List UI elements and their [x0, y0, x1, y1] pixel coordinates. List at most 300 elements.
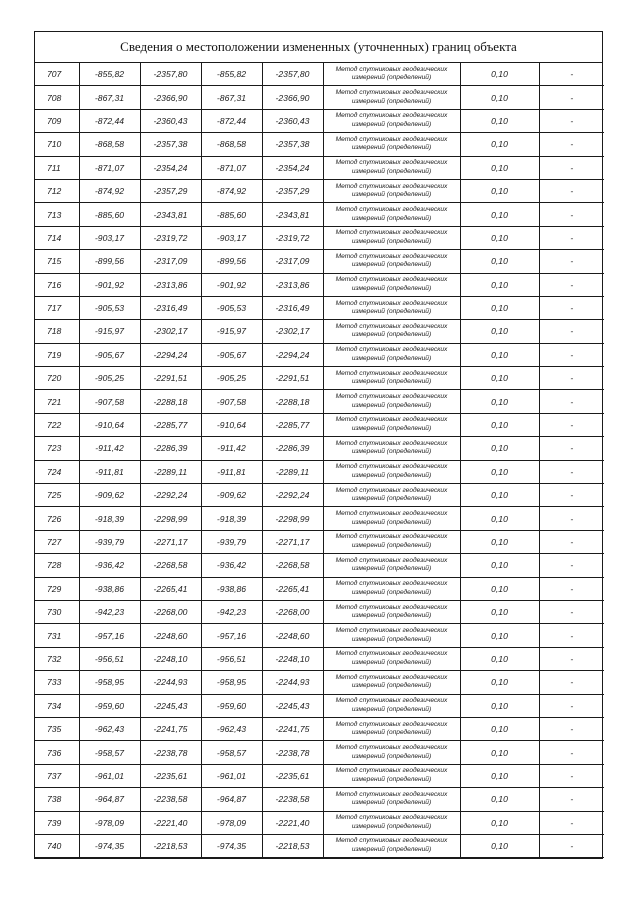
new-y-cell: -2244,93: [262, 671, 323, 694]
existing-y-cell: -2291,51: [140, 367, 201, 390]
new-y-cell: -2288,18: [262, 390, 323, 413]
new-x-cell: -874,92: [201, 179, 262, 202]
precision-cell: 0,10: [460, 63, 539, 86]
existing-x-cell: -909,62: [79, 484, 140, 507]
existing-y-cell: -2286,39: [140, 437, 201, 460]
existing-x-cell: -915,97: [79, 320, 140, 343]
method-line: измерений (определений): [351, 74, 432, 82]
method-line: Метод спутниковых геодезических: [335, 626, 448, 634]
precision-cell: 0,10: [460, 484, 539, 507]
precision-cell: 0,10: [460, 86, 539, 109]
new-x-cell: -974,35: [201, 834, 262, 857]
table-row: [35, 834, 604, 857]
method-line: измерений (определений): [351, 284, 432, 292]
method-cell: [323, 484, 460, 507]
new-x-cell: -957,16: [201, 624, 262, 647]
method-line: измерений (определений): [351, 518, 432, 526]
existing-x-cell: -978,09: [79, 811, 140, 834]
method-cell: [323, 390, 460, 413]
method-line: измерений (определений): [351, 635, 432, 643]
table-row: [35, 273, 604, 296]
table-row: [35, 507, 604, 530]
new-y-cell: -2245,43: [262, 694, 323, 717]
point-number-cell: 713: [35, 203, 79, 226]
new-y-cell: -2285,77: [262, 413, 323, 436]
new-x-cell: -905,53: [201, 296, 262, 319]
table-body: [35, 63, 604, 858]
description-cell: -: [539, 530, 604, 553]
point-number-cell: 724: [35, 460, 79, 483]
description-cell: -: [539, 413, 604, 436]
method-line: Метод спутниковых геодезических: [335, 439, 448, 447]
method-line: Метод спутниковых геодезических: [335, 743, 448, 751]
existing-y-cell: -2357,38: [140, 133, 201, 156]
new-x-cell: -962,43: [201, 717, 262, 740]
description-cell: -: [539, 717, 604, 740]
existing-x-cell: -918,39: [79, 507, 140, 530]
point-number-cell: 718: [35, 320, 79, 343]
table-row: [35, 63, 604, 86]
new-y-cell: -2343,81: [262, 203, 323, 226]
existing-y-cell: -2317,09: [140, 250, 201, 273]
new-y-cell: -2271,17: [262, 530, 323, 553]
description-cell: -: [539, 741, 604, 764]
point-number-cell: 729: [35, 577, 79, 600]
precision-cell: 0,10: [460, 133, 539, 156]
existing-y-cell: -2366,90: [140, 86, 201, 109]
description-cell: -: [539, 109, 604, 132]
method-cell: [323, 413, 460, 436]
existing-y-cell: -2221,40: [140, 811, 201, 834]
method-line: измерений (определений): [351, 425, 432, 433]
new-y-cell: -2291,51: [262, 367, 323, 390]
method-cell: [323, 530, 460, 553]
method-line: измерений (определений): [351, 658, 432, 666]
description-cell: -: [539, 507, 604, 530]
new-y-cell: -2289,11: [262, 460, 323, 483]
method-line: измерений (определений): [351, 214, 432, 222]
method-line: Метод спутниковых геодезических: [335, 510, 448, 518]
point-number-cell: 720: [35, 367, 79, 390]
method-line: Метод спутниковых геодезических: [335, 767, 448, 775]
method-line: измерений (определений): [351, 331, 432, 339]
boundary-table-sheet: [34, 31, 603, 859]
description-cell: -: [539, 367, 604, 390]
table-row: [35, 133, 604, 156]
method-line: измерений (определений): [351, 308, 432, 316]
new-y-cell: -2313,86: [262, 273, 323, 296]
new-x-cell: -938,86: [201, 577, 262, 600]
method-cell: [323, 63, 460, 86]
method-line: Метод спутниковых геодезических: [335, 790, 448, 798]
table-row: [35, 530, 604, 553]
description-cell: -: [539, 788, 604, 811]
existing-x-cell: -901,92: [79, 273, 140, 296]
existing-y-cell: -2294,24: [140, 343, 201, 366]
table-row: [35, 717, 604, 740]
existing-y-cell: -2302,17: [140, 320, 201, 343]
existing-y-cell: -2357,80: [140, 63, 201, 86]
existing-x-cell: -959,60: [79, 694, 140, 717]
description-cell: -: [539, 320, 604, 343]
method-cell: [323, 343, 460, 366]
new-y-cell: -2298,99: [262, 507, 323, 530]
existing-x-cell: -936,42: [79, 554, 140, 577]
precision-cell: 0,10: [460, 530, 539, 553]
precision-cell: 0,10: [460, 203, 539, 226]
new-x-cell: -958,95: [201, 671, 262, 694]
method-cell: [323, 577, 460, 600]
method-line: Метод спутниковых геодезических: [335, 673, 448, 681]
method-line: Метод спутниковых геодезических: [335, 112, 448, 120]
existing-y-cell: -2319,72: [140, 226, 201, 249]
method-line: Метод спутниковых геодезических: [335, 229, 448, 237]
method-line: измерений (определений): [351, 565, 432, 573]
point-number-cell: 739: [35, 811, 79, 834]
description-cell: -: [539, 694, 604, 717]
precision-cell: 0,10: [460, 717, 539, 740]
existing-x-cell: -962,43: [79, 717, 140, 740]
existing-y-cell: -2288,18: [140, 390, 201, 413]
description-cell: -: [539, 811, 604, 834]
description-cell: -: [539, 226, 604, 249]
new-x-cell: -907,58: [201, 390, 262, 413]
table-row: [35, 577, 604, 600]
existing-y-cell: -2271,17: [140, 530, 201, 553]
existing-x-cell: -974,35: [79, 834, 140, 857]
method-cell: [323, 273, 460, 296]
precision-cell: 0,10: [460, 577, 539, 600]
method-cell: [323, 694, 460, 717]
method-cell: [323, 624, 460, 647]
method-cell: [323, 203, 460, 226]
method-line: измерений (определений): [351, 705, 432, 713]
new-y-cell: -2218,53: [262, 834, 323, 857]
new-x-cell: -964,87: [201, 788, 262, 811]
new-x-cell: -867,31: [201, 86, 262, 109]
precision-cell: 0,10: [460, 250, 539, 273]
method-line: измерений (определений): [351, 401, 432, 409]
existing-x-cell: -905,25: [79, 367, 140, 390]
existing-x-cell: -907,58: [79, 390, 140, 413]
table-row: [35, 788, 604, 811]
existing-y-cell: -2316,49: [140, 296, 201, 319]
method-cell: [323, 460, 460, 483]
point-number-cell: 707: [35, 63, 79, 86]
description-cell: -: [539, 343, 604, 366]
existing-y-cell: -2235,61: [140, 764, 201, 787]
description-cell: -: [539, 296, 604, 319]
new-x-cell: -899,56: [201, 250, 262, 273]
method-cell: [323, 296, 460, 319]
new-y-cell: -2354,24: [262, 156, 323, 179]
new-y-cell: -2357,80: [262, 63, 323, 86]
description-cell: -: [539, 764, 604, 787]
description-cell: -: [539, 179, 604, 202]
point-number-cell: 733: [35, 671, 79, 694]
description-cell: -: [539, 203, 604, 226]
description-cell: -: [539, 250, 604, 273]
description-cell: -: [539, 86, 604, 109]
precision-cell: 0,10: [460, 671, 539, 694]
method-line: измерений (определений): [351, 144, 432, 152]
point-number-cell: 712: [35, 179, 79, 202]
new-x-cell: -939,79: [201, 530, 262, 553]
method-line: измерений (определений): [351, 542, 432, 549]
new-y-cell: -2241,75: [262, 717, 323, 740]
precision-cell: 0,10: [460, 296, 539, 319]
method-cell: [323, 133, 460, 156]
table-row: [35, 86, 604, 109]
new-x-cell: -855,82: [201, 63, 262, 86]
point-number-cell: 716: [35, 273, 79, 296]
point-number-cell: 723: [35, 437, 79, 460]
point-number-cell: 717: [35, 296, 79, 319]
method-line: измерений (определений): [351, 799, 432, 807]
method-line: Метод спутниковых геодезических: [335, 533, 448, 541]
method-line: измерений (определений): [351, 822, 432, 830]
new-x-cell: -911,42: [201, 437, 262, 460]
table-row: [35, 671, 604, 694]
point-number-cell: 719: [35, 343, 79, 366]
method-cell: [323, 250, 460, 273]
existing-y-cell: -2218,53: [140, 834, 201, 857]
table-row: [35, 179, 604, 202]
method-line: измерений (определений): [351, 97, 432, 105]
table-row: [35, 460, 604, 483]
table-row: [35, 320, 604, 343]
precision-cell: 0,10: [460, 694, 539, 717]
existing-y-cell: -2245,43: [140, 694, 201, 717]
method-line: Метод спутниковых геодезических: [335, 486, 448, 494]
point-number-cell: 715: [35, 250, 79, 273]
description-cell: -: [539, 156, 604, 179]
new-x-cell: -956,51: [201, 647, 262, 670]
method-line: измерений (определений): [351, 237, 432, 245]
method-line: Метод спутниковых геодезических: [335, 369, 448, 377]
table-row: [35, 484, 604, 507]
existing-x-cell: -905,67: [79, 343, 140, 366]
new-x-cell: -905,25: [201, 367, 262, 390]
method-line: Метод спутниковых геодезических: [335, 463, 448, 471]
existing-y-cell: -2354,24: [140, 156, 201, 179]
description-cell: -: [539, 600, 604, 623]
existing-x-cell: -911,81: [79, 460, 140, 483]
precision-cell: 0,10: [460, 179, 539, 202]
table-row: [35, 694, 604, 717]
existing-y-cell: -2268,58: [140, 554, 201, 577]
existing-x-cell: -872,44: [79, 109, 140, 132]
point-number-cell: 735: [35, 717, 79, 740]
point-number-cell: 721: [35, 390, 79, 413]
new-y-cell: -2238,58: [262, 788, 323, 811]
new-x-cell: -958,57: [201, 741, 262, 764]
point-number-cell: 727: [35, 530, 79, 553]
table-row: [35, 741, 604, 764]
method-line: измерений (определений): [351, 588, 432, 596]
method-cell: [323, 671, 460, 694]
table-row: [35, 203, 604, 226]
existing-x-cell: -961,01: [79, 764, 140, 787]
existing-y-cell: -2292,24: [140, 484, 201, 507]
method-line: измерений (определений): [351, 191, 432, 199]
table-row: [35, 600, 604, 623]
table-row: [35, 764, 604, 787]
precision-cell: 0,10: [460, 343, 539, 366]
method-cell: [323, 600, 460, 623]
method-line: Метод спутниковых геодезических: [335, 88, 448, 96]
method-cell: [323, 437, 460, 460]
method-cell: [323, 367, 460, 390]
new-x-cell: -915,97: [201, 320, 262, 343]
new-y-cell: -2265,41: [262, 577, 323, 600]
point-number-cell: 708: [35, 86, 79, 109]
new-y-cell: -2360,43: [262, 109, 323, 132]
method-line: Метод спутниковых геодезических: [335, 416, 448, 424]
point-number-cell: 731: [35, 624, 79, 647]
boundary-table: [35, 63, 604, 858]
existing-x-cell: -956,51: [79, 647, 140, 670]
existing-y-cell: -2285,77: [140, 413, 201, 436]
method-line: измерений (определений): [351, 471, 432, 479]
existing-y-cell: -2238,78: [140, 741, 201, 764]
point-number-cell: 737: [35, 764, 79, 787]
table-row: [35, 647, 604, 670]
precision-cell: 0,10: [460, 554, 539, 577]
method-line: измерений (определений): [351, 378, 432, 386]
point-number-cell: 734: [35, 694, 79, 717]
new-x-cell: -885,60: [201, 203, 262, 226]
method-line: Метод спутниковых геодезических: [335, 603, 448, 611]
method-line: измерений (определений): [351, 729, 432, 737]
method-line: Метод спутниковых геодезических: [335, 393, 448, 401]
point-number-cell: 725: [35, 484, 79, 507]
table-row: [35, 390, 604, 413]
precision-cell: 0,10: [460, 834, 539, 857]
precision-cell: 0,10: [460, 811, 539, 834]
table-row: [35, 156, 604, 179]
method-cell: [323, 764, 460, 787]
description-cell: -: [539, 554, 604, 577]
new-x-cell: -901,92: [201, 273, 262, 296]
description-cell: -: [539, 273, 604, 296]
description-cell: -: [539, 834, 604, 857]
precision-cell: 0,10: [460, 226, 539, 249]
new-x-cell: -872,44: [201, 109, 262, 132]
method-line: Метод спутниковых геодезических: [335, 556, 448, 564]
new-x-cell: -959,60: [201, 694, 262, 717]
new-y-cell: -2357,29: [262, 179, 323, 202]
existing-y-cell: -2313,86: [140, 273, 201, 296]
existing-x-cell: -957,16: [79, 624, 140, 647]
existing-x-cell: -885,60: [79, 203, 140, 226]
method-line: Метод спутниковых геодезических: [335, 205, 448, 213]
existing-x-cell: -899,56: [79, 250, 140, 273]
existing-y-cell: -2357,29: [140, 179, 201, 202]
table-row: [35, 554, 604, 577]
method-line: Метод спутниковых геодезических: [335, 346, 448, 354]
table-row: [35, 226, 604, 249]
method-line: измерений (определений): [351, 167, 432, 175]
new-y-cell: -2366,90: [262, 86, 323, 109]
table-row: [35, 413, 604, 436]
precision-cell: 0,10: [460, 647, 539, 670]
new-x-cell: -911,81: [201, 460, 262, 483]
existing-y-cell: -2360,43: [140, 109, 201, 132]
new-x-cell: -942,23: [201, 600, 262, 623]
method-line: измерений (определений): [351, 261, 432, 269]
new-x-cell: -910,64: [201, 413, 262, 436]
precision-cell: 0,10: [460, 156, 539, 179]
precision-cell: 0,10: [460, 600, 539, 623]
existing-y-cell: -2238,58: [140, 788, 201, 811]
existing-x-cell: -905,53: [79, 296, 140, 319]
precision-cell: 0,10: [460, 413, 539, 436]
existing-x-cell: -938,86: [79, 577, 140, 600]
method-cell: [323, 788, 460, 811]
new-y-cell: -2268,00: [262, 600, 323, 623]
existing-y-cell: -2289,11: [140, 460, 201, 483]
point-number-cell: 722: [35, 413, 79, 436]
method-cell: [323, 741, 460, 764]
existing-x-cell: -942,23: [79, 600, 140, 623]
new-x-cell: -909,62: [201, 484, 262, 507]
method-line: измерений (определений): [351, 775, 432, 783]
method-cell: [323, 507, 460, 530]
method-cell: [323, 86, 460, 109]
existing-x-cell: -910,64: [79, 413, 140, 436]
new-x-cell: -903,17: [201, 226, 262, 249]
point-number-cell: 730: [35, 600, 79, 623]
method-line: измерений (определений): [351, 354, 432, 362]
point-number-cell: 738: [35, 788, 79, 811]
precision-cell: 0,10: [460, 507, 539, 530]
new-y-cell: -2357,38: [262, 133, 323, 156]
existing-x-cell: -867,31: [79, 86, 140, 109]
method-line: Метод спутниковых геодезических: [335, 299, 448, 307]
point-number-cell: 711: [35, 156, 79, 179]
precision-cell: 0,10: [460, 109, 539, 132]
method-line: Метод спутниковых геодезических: [335, 650, 448, 658]
description-cell: -: [539, 484, 604, 507]
existing-y-cell: -2241,75: [140, 717, 201, 740]
precision-cell: 0,10: [460, 437, 539, 460]
method-line: Метод спутниковых геодезических: [335, 837, 448, 845]
existing-x-cell: -874,92: [79, 179, 140, 202]
precision-cell: 0,10: [460, 273, 539, 296]
precision-cell: 0,10: [460, 367, 539, 390]
table-row: [35, 109, 604, 132]
new-y-cell: -2248,10: [262, 647, 323, 670]
new-x-cell: -961,01: [201, 764, 262, 787]
table-row: [35, 624, 604, 647]
new-y-cell: -2268,58: [262, 554, 323, 577]
existing-x-cell: -903,17: [79, 226, 140, 249]
method-line: Метод спутниковых геодезических: [335, 182, 448, 190]
method-line: измерений (определений): [351, 846, 432, 854]
method-line: измерений (определений): [351, 612, 432, 620]
new-y-cell: -2238,78: [262, 741, 323, 764]
description-cell: -: [539, 460, 604, 483]
description-cell: -: [539, 133, 604, 156]
description-cell: -: [539, 63, 604, 86]
table-row: [35, 250, 604, 273]
method-cell: [323, 320, 460, 343]
precision-cell: 0,10: [460, 320, 539, 343]
table-row: [35, 367, 604, 390]
new-x-cell: -905,67: [201, 343, 262, 366]
existing-x-cell: -939,79: [79, 530, 140, 553]
